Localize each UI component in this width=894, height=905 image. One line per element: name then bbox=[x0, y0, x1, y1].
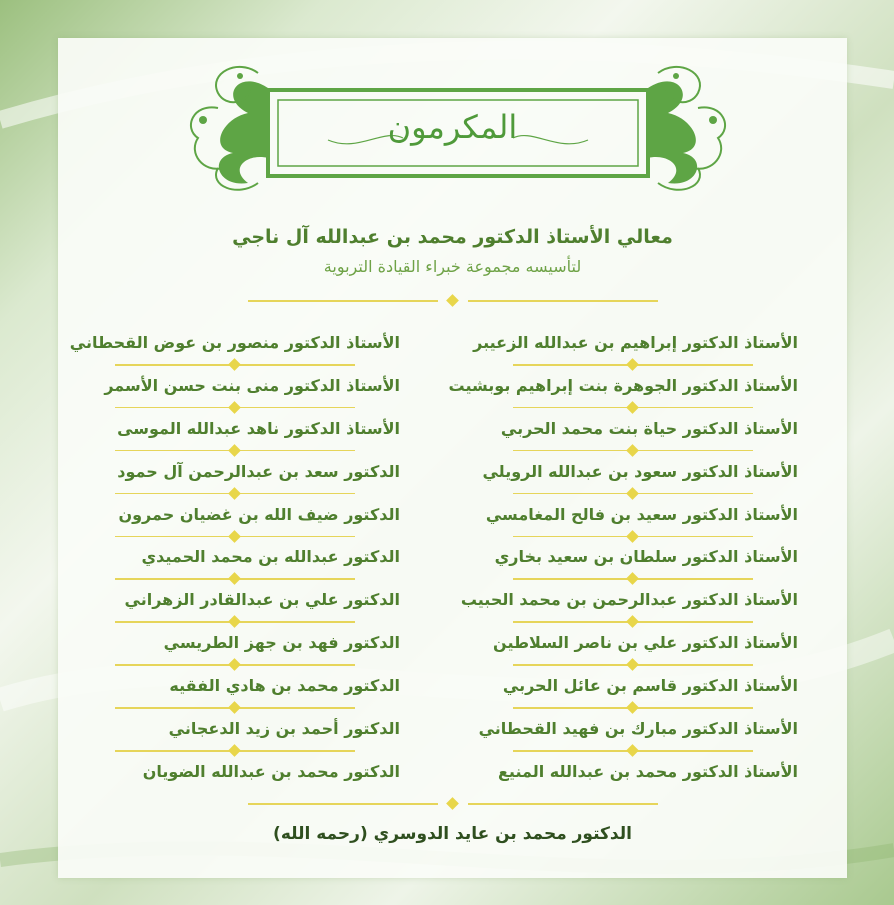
row-separator bbox=[70, 488, 400, 500]
honoree-name: الأستاذ الدكتور ناهد عبدالله الموسى bbox=[117, 418, 400, 438]
content-card bbox=[58, 38, 847, 878]
row-separator bbox=[70, 702, 400, 714]
row-separator bbox=[468, 616, 798, 628]
honoree-name: الأستاذ الدكتور سعود بن عبدالله الرويلي bbox=[482, 461, 798, 481]
honoree-name: الدكتور فهد بن جهز الطريسي bbox=[163, 633, 400, 653]
honoree-name: الأستاذ الدكتور عبدالرحمن بن محمد الحبيب bbox=[460, 590, 798, 610]
list-item bbox=[468, 630, 798, 673]
list-item bbox=[468, 759, 798, 802]
honoree-name: الدكتور محمد بن عبدالله الضويان bbox=[142, 761, 400, 781]
row-separator bbox=[468, 531, 798, 543]
list-item bbox=[468, 416, 798, 459]
dedicated-honoree-reason: لتأسيسه مجموعة خبراء القيادة التربوية bbox=[323, 257, 582, 276]
honoree-name: الأستاذ الدكتور قاسم بن عائل الحربي bbox=[502, 676, 798, 696]
honoree-name: الأستاذ الدكتور حياة بنت محمد الحربي bbox=[500, 418, 798, 438]
list-item bbox=[468, 544, 798, 587]
row-separator bbox=[70, 445, 400, 457]
honoree-name: الدكتور عبدالله بن محمد الحميدي bbox=[141, 547, 400, 567]
list-item bbox=[70, 630, 400, 673]
row-separator bbox=[468, 659, 798, 671]
header-separator bbox=[248, 295, 658, 307]
list-item bbox=[70, 373, 400, 416]
honoree-name: الدكتور محمد بن هادي الفقيه bbox=[169, 676, 400, 696]
final-honoree-name: الدكتور محمد بن عايد الدوسري (رحمه الله) bbox=[273, 824, 632, 844]
row-separator bbox=[70, 659, 400, 671]
list-item bbox=[70, 759, 400, 802]
row-separator bbox=[468, 745, 798, 757]
honoree-name: الأستاذ الدكتور علي بن ناصر السلاطين bbox=[493, 633, 798, 653]
list-item bbox=[70, 716, 400, 759]
list-item bbox=[70, 330, 400, 373]
honorees-right-column bbox=[448, 330, 798, 802]
honoree-name: الأستاذ الدكتور محمد بن عبدالله المنيع bbox=[498, 761, 798, 781]
honoree-name: الأستاذ الدكتور سعيد بن فالح المغامسي bbox=[485, 504, 798, 524]
row-separator bbox=[468, 573, 798, 585]
honoree-name: الدكتور ضيف الله بن غضيان حمرون bbox=[118, 504, 400, 524]
row-separator bbox=[70, 531, 400, 543]
list-item bbox=[468, 716, 798, 759]
honoree-name: الدكتور سعد بن عبدالرحمن آل حمود bbox=[117, 461, 400, 481]
list-item bbox=[70, 544, 400, 587]
list-item bbox=[70, 673, 400, 716]
list-item bbox=[460, 587, 798, 630]
page-title: المكرمون bbox=[387, 108, 518, 146]
row-separator bbox=[468, 402, 798, 414]
list-item bbox=[70, 502, 400, 545]
honoree-name: الأستاذ الدكتور منصور بن عوض القحطاني bbox=[69, 333, 400, 352]
honoree-name: الأستاذ الدكتور مبارك بن فهيد القحطاني bbox=[478, 719, 798, 739]
row-separator bbox=[468, 359, 798, 371]
row-separator bbox=[70, 402, 400, 414]
honoree-name: الأستاذ الدكتور الجوهرة بنت إبراهيم بوبشيت bbox=[448, 375, 798, 395]
list-item bbox=[468, 502, 798, 545]
honoree-name: الدكتور علي بن عبدالقادر الزهراني bbox=[124, 590, 400, 610]
honorees-left-column bbox=[70, 330, 400, 802]
row-separator bbox=[70, 573, 400, 585]
row-separator bbox=[468, 445, 798, 457]
honoree-name: الأستاذ الدكتور منى بنت حسن الأسمر bbox=[104, 375, 400, 395]
row-separator bbox=[70, 745, 400, 757]
list-item bbox=[468, 673, 798, 716]
row-separator bbox=[70, 616, 400, 628]
list-item bbox=[468, 330, 798, 373]
row-separator bbox=[468, 702, 798, 714]
footer-separator bbox=[248, 798, 658, 810]
list-item bbox=[70, 416, 400, 459]
row-separator bbox=[70, 359, 400, 371]
dedicated-honoree-name: معالي الأستاذ الدكتور محمد بن عبدالله آل ناجي bbox=[232, 226, 673, 248]
honoree-name: الأستاذ الدكتور إبراهيم بن عبدالله الزعيبر bbox=[473, 333, 798, 352]
honoree-name: الأستاذ الدكتور سلطان بن سعيد بخاري bbox=[494, 547, 798, 567]
honoree-name: الدكتور أحمد بن زيد الدعجاني bbox=[168, 719, 400, 739]
list-item bbox=[70, 587, 400, 630]
list-item bbox=[448, 373, 798, 416]
row-separator bbox=[468, 488, 798, 500]
list-item bbox=[70, 459, 400, 502]
list-item bbox=[468, 459, 798, 502]
